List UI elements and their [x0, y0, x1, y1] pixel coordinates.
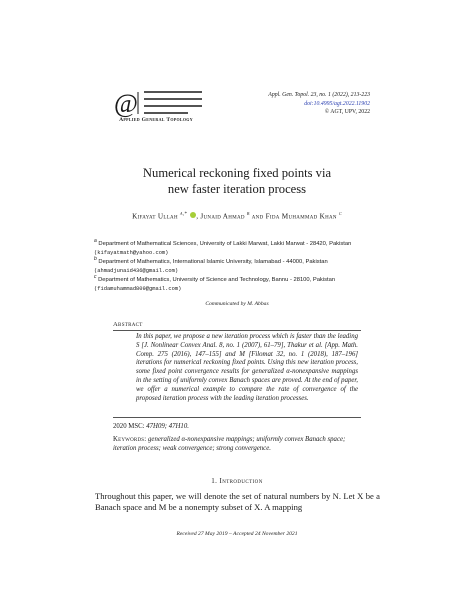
- author-2-mark: b: [246, 212, 250, 217]
- msc-codes: 47H09; 47H10.: [146, 423, 189, 430]
- received-accepted-dates: Received 27 May 2019 – Accepted 24 November 2021: [176, 531, 298, 537]
- journal-citation: Appl. Gen. Topol. 23, no. 1 (2022), 213-223: [268, 92, 370, 98]
- copyright: © AGT, UPV, 2022: [324, 109, 370, 116]
- author-3-mark: c: [338, 212, 342, 217]
- author-sep: ,: [196, 212, 201, 221]
- affiliation-email[interactable]: (fidamuhammad809@gmail.com): [94, 285, 182, 292]
- msc-line: [113, 423, 189, 430]
- keywords-label: Keywords:: [113, 436, 147, 443]
- affiliation-mark: b: [94, 256, 97, 262]
- keywords-text: generalized α-nonexpansive mappings; uniformly convex Banach space; iteration process; weak convergence; strong convergence.: [113, 436, 346, 452]
- abstract-divider-top: [113, 330, 361, 331]
- communicated-by: Communicated by M. Abbas: [205, 301, 269, 307]
- journal-info: [268, 91, 370, 117]
- author-sep: and: [251, 212, 266, 221]
- svg-text:@: @: [114, 89, 138, 118]
- affiliation-email[interactable]: (ahmadjunaid436@gmail.com): [94, 267, 179, 274]
- section-body: Throughout this paper, we will denote the set of natural numbers by N. Let X be a Banach space and M be a nonempty subset of X. A mapping: [95, 491, 380, 512]
- author-1: Kifayat Ullah: [132, 212, 178, 221]
- doi-link[interactable]: doi:10.4995/agt.2022.11902: [304, 100, 370, 107]
- affiliation-text: Department of Mathematics, University of Science and Technology, Bannu - 28100, Pakistan: [98, 276, 336, 283]
- affiliation-c: [94, 273, 380, 293]
- abstract-text: In this paper, we propose a new iteration process which is faster than the leading S [J. Nonlinear Convex Anal. 8, no. 1 (2007), 61–79], Thakur et al. [App. Math. Comp. 275 (2016), 147–155] and M [Filomat 32, no. 1 (2018), 187–196] iterations for numerical reckoning fixed points. Using this new iteration process, some fixed point convergence results for generalized α-nonexpansive mappings in the setting of uniformly convex Banach spaces are proved. At the end of paper, we offer a numerical example to compare the rate of convergence of the proposed iteration process with the leading iteration processes.: [136, 333, 358, 402]
- logo-caption: Applied General Topology: [119, 117, 193, 123]
- paper-title: [60, 166, 414, 197]
- keywords: [113, 436, 363, 454]
- abstract-divider-bottom: [113, 417, 361, 418]
- section-heading: 1. Introduction: [211, 477, 263, 485]
- author-list: [60, 211, 414, 220]
- affiliation-mark: c: [94, 274, 97, 280]
- affiliation-text: Department of Mathematical Sciences, University of Lakki Marwat, Lakki Marwat - 28420, Pakistan: [98, 240, 352, 247]
- author-2: Junaid Ahmad: [200, 212, 245, 221]
- journal-logo: [112, 86, 204, 130]
- author-3: Fida Muhammad Khan: [265, 212, 337, 221]
- title-line-1: Numerical reckoning fixed points via: [142, 166, 332, 180]
- affiliation-text: Department of Mathematics, International Islamic University, Islamabad - 44000, Pakistan: [98, 258, 328, 265]
- affiliation-email[interactable]: (kifayatmath@yahoo.com): [94, 249, 169, 256]
- msc-label: 2020 MSC:: [113, 423, 145, 430]
- affiliation-mark: a: [94, 238, 97, 244]
- title-line-2: new faster iteration process: [167, 181, 307, 196]
- abstract-heading: Abstract: [113, 321, 143, 328]
- author-1-mark: a,*: [180, 212, 188, 217]
